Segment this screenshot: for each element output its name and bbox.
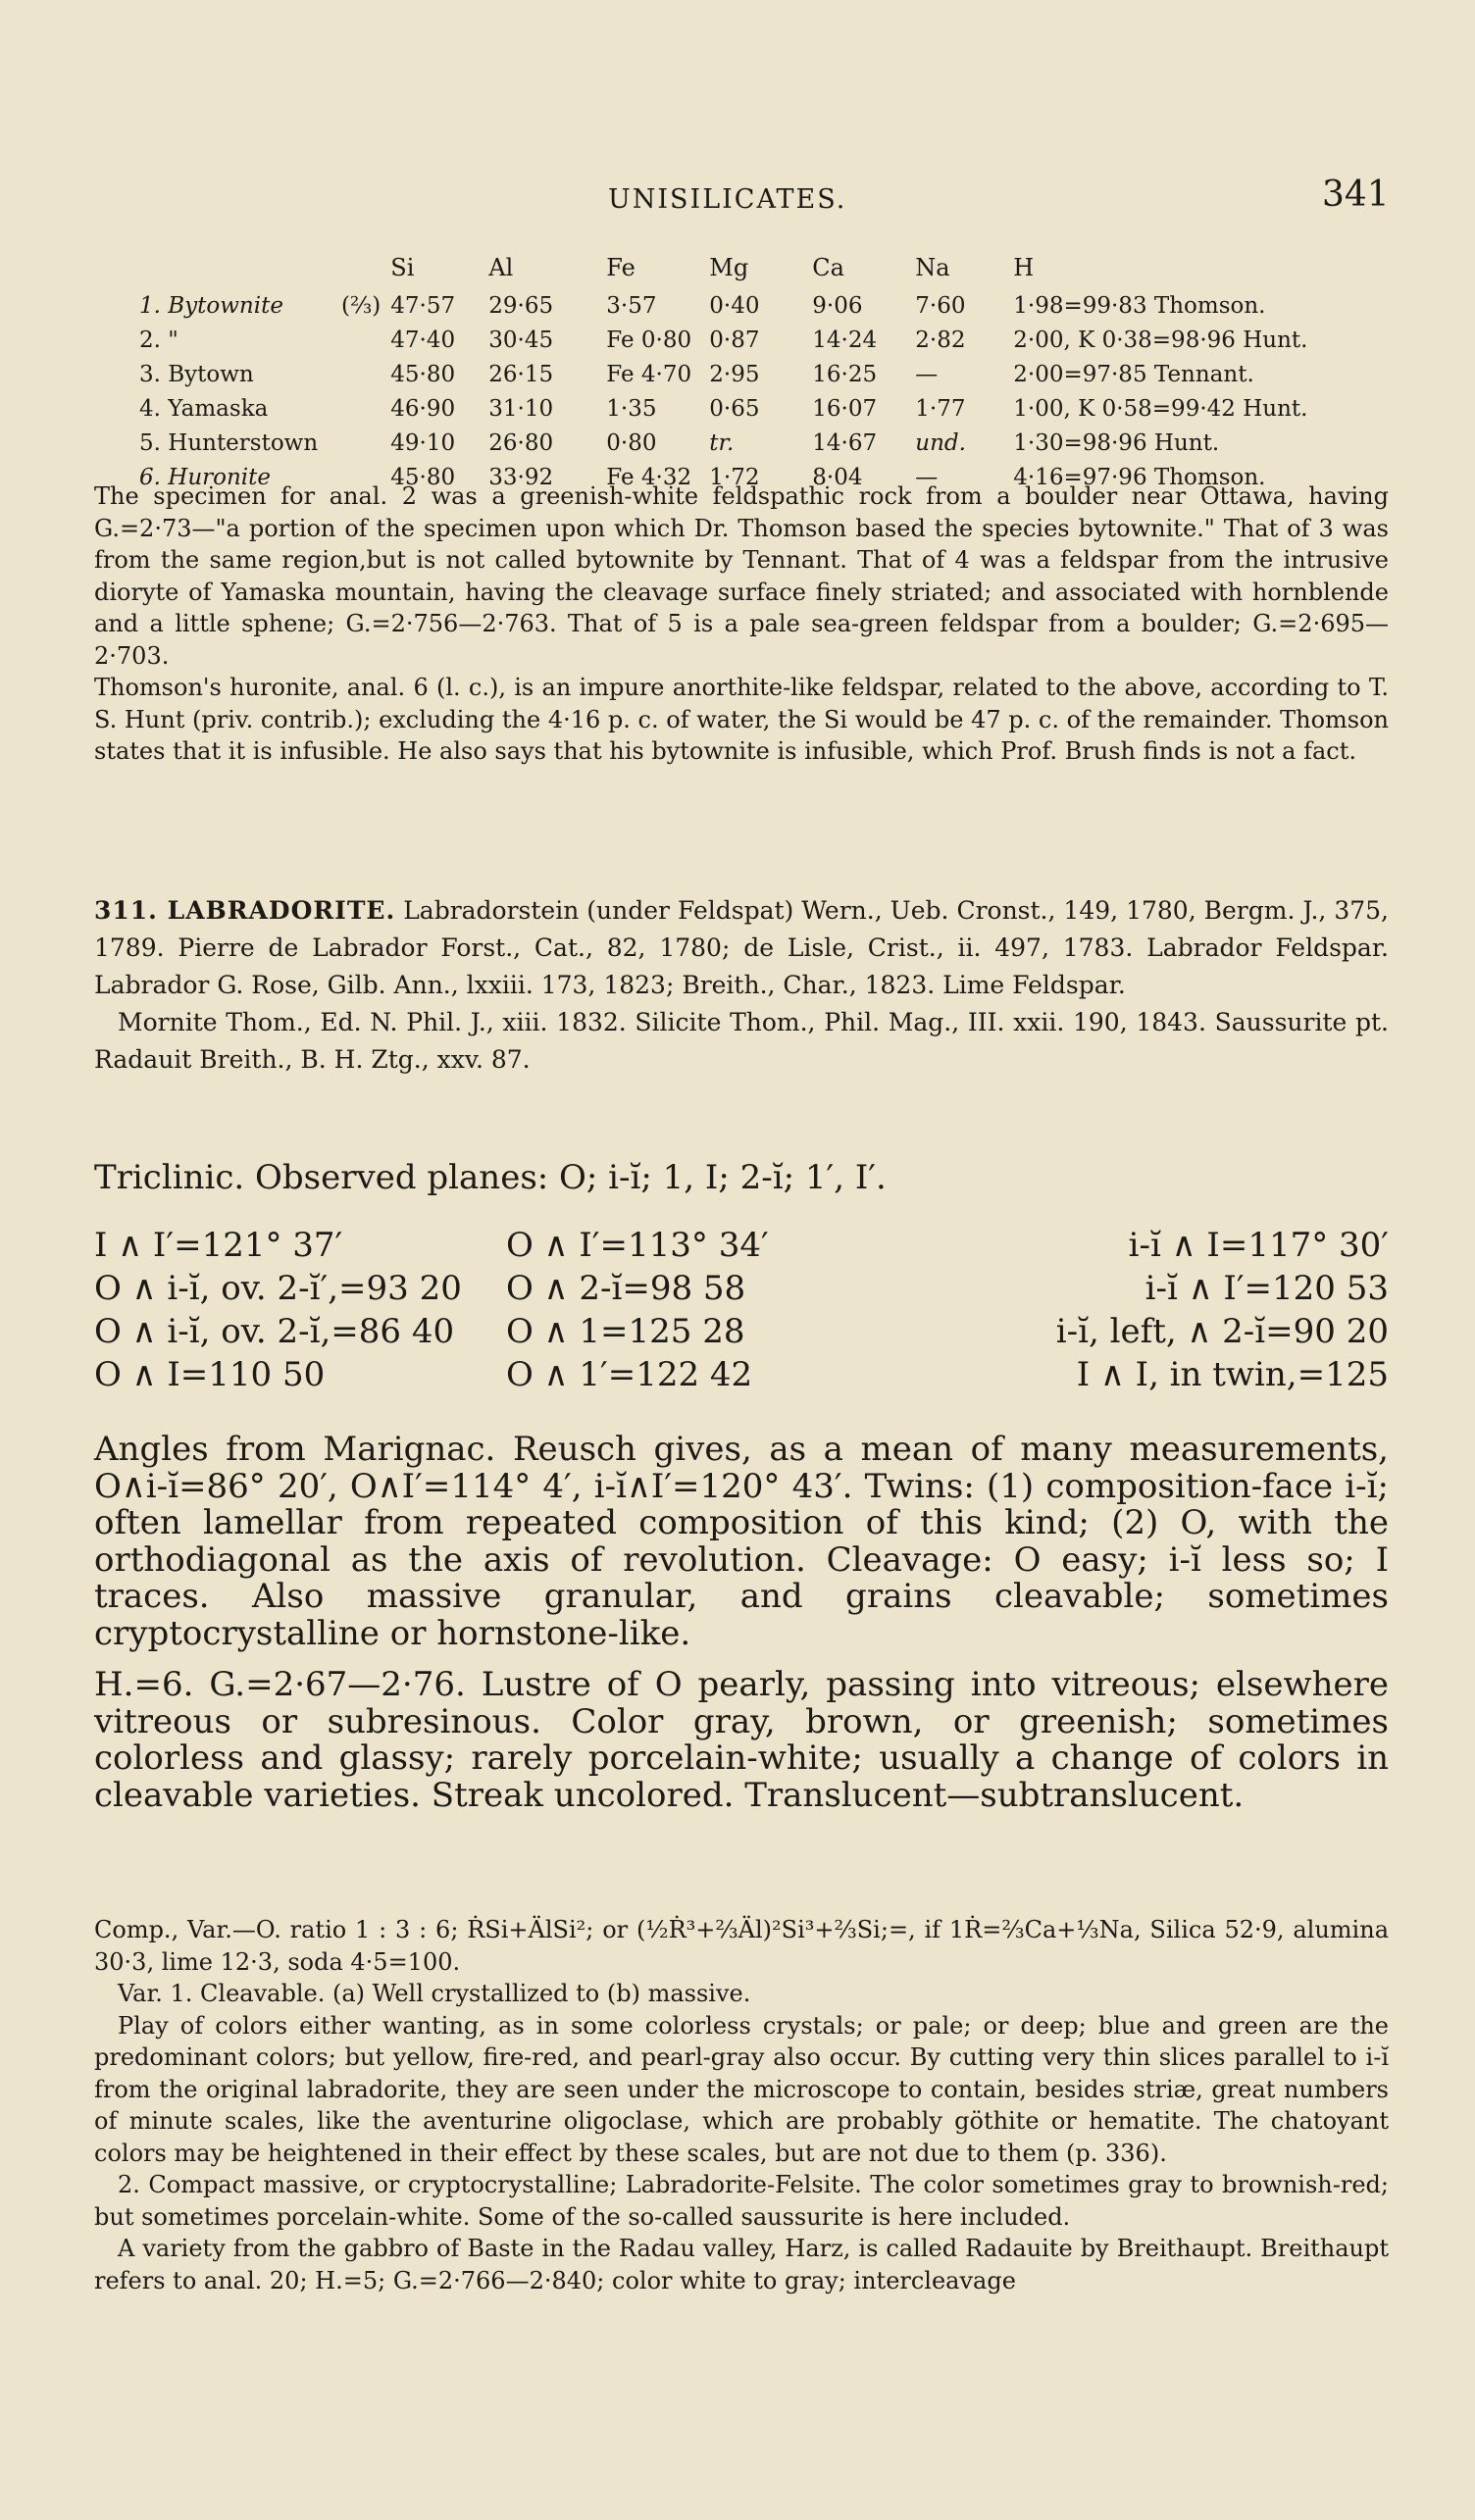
row-fraction [341,357,390,391]
col-mg: Mg [709,253,749,281]
cell-na: 7·60 [915,292,966,319]
cell-al: 26·80 [488,429,554,456]
cell-al: 30·45 [488,327,554,353]
paragraph-huronite: Thomson's huronite, anal. 6 (l. c.), is an impure anorthite-like feldspar, related to the above, according to T. S. Hunt (priv. contrib.); excluding the 4·16 p. c. of water, the Si would be 47 p. c. of the remainder. Thomson states that it is infusible. He also says that his bytownite is infusible, which Prof. Brush finds is not a fact. [94,674,1389,765]
cell-rest: 4·16=97·96 Thomson. [1013,464,1266,490]
angle-table [94,1224,1389,1396]
row-fraction: (⅔) [341,292,381,319]
angles-paragraph: Angles from Marignac. Reusch gives, as a mean of many measurements, O∧i-ĭ=86° 20′, O∧I′=114° 4′, i-ĭ∧I′=120° 43′. Twins: (1) composition-face i-ĭ; often lamellar from repeated composition of this kind; (2) O, with the orthodiagonal as the axis of revolution. Cleavage: O easy; i-ĭ less so; I traces. Also massive granular, and grains cleavable; sometimes cryptocrystalline or hornstone-like. [94,1430,1389,1653]
cell-fe: Fe 4·70 [606,361,692,387]
row-label: 3. Bytown [139,361,254,387]
play-of-colors: Play of colors either wanting, as in some colorless crystals; or pale; or deep; blue and green are the predominant colors; but yellow, fire-red, and pearl-gray also occur. By cutting very thin slices parallel to i-ĭ from the original labradorite, they are seen under the microscope to contain, besides striæ, great numbers of minute scales, like the aventurine oligoclase, which are probably göthite or hematite. The chatoyant colors may be heightened in their effect by these scales, but are not due to them (p. 336). [94,2011,1389,2167]
angle-cell: i-ĭ, left, ∧ 2-ĭ=90 20 [1055,1312,1389,1351]
cell-na: — [915,361,939,387]
cell-fe: 0·80 [606,429,657,456]
angle-cell: O ∧ i-ĭ, ov. 2-ĭ,=86 40 [94,1312,455,1351]
cell-al: 26·15 [488,361,554,387]
cell-na: 2·82 [915,327,966,353]
angle-cell: O ∧ 1′=122 42 [506,1355,753,1394]
cell-mg: 2·95 [709,361,760,387]
cell-rest: 1·30=98·96 Hunt. [1013,429,1220,456]
cell-rest: 2·00, K 0·38=98·96 Hunt. [1013,327,1308,353]
cell-al: 31·10 [488,395,554,422]
cell-fe: Fe 4·32 [606,464,692,490]
angle-cell: i-ĭ ∧ I=117° 30′ [1128,1226,1389,1265]
physical-properties: H.=6. G.=2·67—2·76. Lustre of O pearly, passing into vitreous; elsewhere vitreous or subresinous. Color gray, brown, or greenish; sometimes colorless and glassy; rarely porcelain-white; usually a change of colors in cleavable varieties. Streak uncolored. Translucent—subtranslucent. [94,1665,1389,1815]
col-ca: Ca [812,253,844,281]
angle-cell: O ∧ i-ĭ, ov. 2-ĭ′,=93 20 [94,1269,462,1308]
cell-si: 47·40 [390,327,456,353]
angle-cell: i-ĭ ∧ I′=120 53 [1144,1269,1389,1308]
angle-row [94,1310,1389,1353]
row-fraction [341,323,390,357]
running-title: UNISILICATES. [608,184,847,215]
cell-ca: 14·24 [812,327,878,353]
row-label: 6. Huronite [139,464,271,490]
page-number: 341 [1322,175,1390,215]
cell-fe: 3·57 [606,292,657,319]
cell-mg: 0·87 [709,327,760,353]
cell-si: 45·80 [390,464,456,490]
angle-cell: O ∧ I′=113° 34′ [506,1226,769,1265]
cell-al: 29·65 [488,292,554,319]
crystal-system-line: Triclinic. Observed planes: O; i-ĭ; 1, I; 2-ĭ; 1′, I′. [94,1158,887,1197]
cell-ca: 9·06 [812,292,863,319]
cell-rest: 1·00, K 0·58=99·42 Hunt. [1013,395,1308,422]
analysis-table [139,250,1317,494]
angle-cell: I ∧ I, in twin,=125 [1076,1355,1389,1394]
table-row [139,288,1317,323]
section-heading: 311. LABRADORITE. [94,896,396,925]
cell-ca: 16·25 [812,361,878,387]
composition-text: Comp., Var.—O. ratio 1 : 3 : 6; ṘSi+ÄlSi²; or (½Ṙ³+⅔Äl)²Si³+⅔Si;=, if 1Ṙ=⅔Ca+⅓Na, Silica 52·9, alumina 30·3, lime 12·3, soda 4·5=100. [94,1916,1389,1976]
cell-si: 47·57 [390,292,456,319]
angle-row [94,1353,1389,1396]
row-label: 4. Yamaska [139,395,269,422]
cell-na: — [915,464,939,490]
cell-rest: 2·00=97·85 Tennant. [1013,361,1254,387]
angle-cell: O ∧ 1=125 28 [506,1312,745,1351]
col-fe: Fe [606,253,636,281]
cell-na: 1·77 [915,395,966,422]
row-label: 1. Bytownite [139,292,283,319]
cell-mg: 0·65 [709,395,760,422]
angle-cell: I ∧ I′=121° 37′ [94,1226,343,1265]
cell-al: 33·92 [488,464,554,490]
analysis-header-row [139,250,1317,288]
cell-si: 45·80 [390,361,456,387]
cell-si: 49·10 [390,429,456,456]
cell-ca: 8·04 [812,464,863,490]
cell-mg: 0·40 [709,292,760,319]
row-fraction [341,426,390,460]
cell-ca: 14·67 [812,429,878,456]
angle-cell: O ∧ 2-ĭ=98 58 [506,1269,746,1308]
variety-2: 2. Compact massive, or cryptocrystalline; Labradorite-Felsite. The color sometimes gray to brownish-red; but sometimes porcelain-white. Some of the so-called saussurite is here included. [94,2171,1389,2231]
page-header [0,175,1475,224]
angle-cell: O ∧ I=110 50 [94,1355,326,1394]
cell-fe: Fe 0·80 [606,327,692,353]
cell-rest: 1·98=99·83 Thomson. [1013,292,1266,319]
synonymy-text-2: Mornite Thom., Ed. N. Phil. J., xiii. 1832. Silicite Thom., Phil. Mag., III. xxii. 190, 1843. Saussurite pt. Radauit Breith., B. H. Ztg., xxv. 87. [94,1008,1389,1074]
row-fraction [341,391,390,426]
row-label: 2. " [139,327,178,353]
composition-notes [94,1914,1389,2296]
cell-na: und. [915,429,966,456]
table-row [139,323,1317,357]
table-row [139,391,1317,426]
specimen-notes [94,480,1389,768]
table-row [139,426,1317,460]
labradorite-synonymy [94,892,1389,1079]
cell-mg: 1·72 [709,464,760,490]
radauite-note: A variety from the gabbro of Baste in the Radau valley, Harz, is called Radauite by Breithaupt. Breithaupt refers to anal. 20; H.=5; G.=2·766—2·840; color white to gray; intercleavage [94,2235,1389,2294]
cell-fe: 1·35 [606,395,657,422]
col-al: Al [488,253,514,281]
col-si: Si [390,253,415,281]
col-na: Na [915,253,950,281]
angle-row [94,1224,1389,1267]
paragraph-specimen: The specimen for anal. 2 was a greenish-white feldspathic rock from a boulder near Ottawa, having G.=2·73—"a portion of the specimen upon which Dr. Thomson based the species bytownite." That of 3 was from the same region,but is not called bytownite by Tennant. That of 4 was a feldspar from the intrusive dioryte of Yamaska mountain, having the cleavage surface finely striated; and associated with hornblende and a little sphene; G.=2·756—2·763. That of 5 is a pale sea-green feldspar from a boulder; G.=2·695—2·703. [94,482,1389,670]
row-label: 5. Hunterstown [139,429,319,456]
table-row [139,357,1317,391]
cell-mg: tr. [709,429,735,456]
cell-si: 46·90 [390,395,456,422]
variety-1: Var. 1. Cleavable. (a) Well crystallized to (b) massive. [118,1980,751,2007]
col-h: H [1013,253,1035,281]
synonymy-text-1: Labradorstein (under Feldspat) Wern., Ueb. Cronst., 149, 1780, Bergm. J., 375, 1789. Pierre de Labrador Forst., Cat., 82, 1780; de Lisle, Crist., ii. 497, 1783. Labrador Feldspar. Labrador G. Rose, Gilb. Ann., lxxiii. 173, 1823; Breith., Char., 1823. Lime Feldspar. [94,896,1389,999]
synonymy-1 [94,892,1389,1004]
angle-row [94,1267,1389,1310]
cell-ca: 16·07 [812,395,878,422]
